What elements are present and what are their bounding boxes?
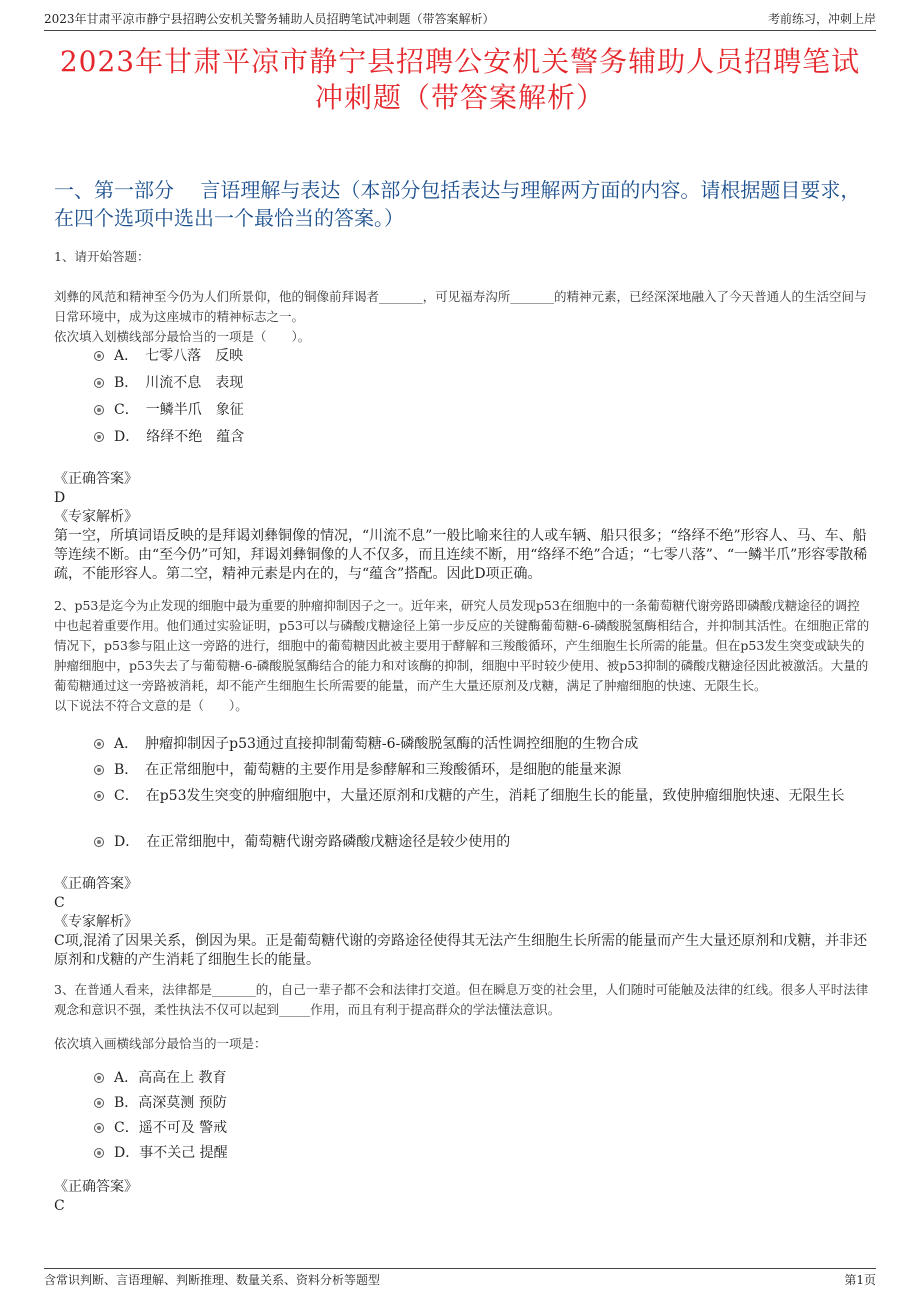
option-q2-d[interactable]: D． 在正常细胞中，葡萄糖代谢旁路磷酸戊糖途径是较少使用的 [90,832,880,858]
radio-icon[interactable] [94,837,104,847]
option-q2-a[interactable]: A． 肿瘤抑制因子p53通过直接抑制葡萄糖-6-磷酸脱氢酶的活性调控细胞的生物合成 [90,734,880,760]
question-2-answer-block [54,875,880,970]
title-line-1: 2023年甘肃平凉市静宁县招聘公安机关警务辅助人员招聘笔试 [59,45,861,78]
option-q3-b[interactable]: B．高深莫测 预防 [90,1093,880,1118]
header-slogan: 考前练习，冲刺上岸 [767,12,876,26]
answer-value: C [54,1198,65,1214]
radio-icon[interactable] [94,791,104,801]
section-heading: 一、第一部分 言语理解与表达（本部分包括表达与理解两方面的内容。请根据题目要求，在四个选项中选出一个最恰当的答案。） [54,178,861,230]
question-1-options [90,346,880,454]
footer-description: 含常识判断、言语理解、判断推理、数量关系、资料分析等题型 [44,1273,381,1287]
question-2-options [90,734,880,858]
analysis-text: C项,混淆了因果关系，倒因为果。正是葡萄糖代谢的旁路途径使得其无法产生细胞生长所需的能量而产生大量还原剂和戊糖，并非还原剂和戊糖的产生消耗了细胞生长的能量。 [54,933,868,968]
option-q1-c[interactable]: C． 一鳞半爪 象征 [90,400,880,427]
answer-value: C [54,895,65,911]
question-1-number: 1、请开始答题： [54,249,150,264]
question-3-stem: 3、在普通人看来，法律都是_______的，自己一辈子都不会和法律打交道。但在瞬息万变的社会里，人们随时可能触及法律的红线。很多人平时法律观念和意识不强，柔性执法不仅可以起到_____作用，而且有利于提高群众的学法懂法意识。 [54,982,869,1017]
question-3-answer-block [54,1178,880,1216]
title-line-2: 冲刺题（带答案解析） [314,81,605,114]
option-q1-d[interactable]: D． 络绎不绝 蕴含 [90,427,880,454]
option-q3-a[interactable]: A．高高在上 教育 [90,1068,880,1093]
analysis-label: 《专家解析》 [54,914,138,930]
question-1-answer-block [54,470,880,584]
page-footer [44,1268,876,1291]
radio-icon[interactable] [94,1098,104,1108]
page-header [44,8,876,31]
document-title [44,44,876,116]
radio-icon[interactable] [94,351,104,361]
option-q1-b[interactable]: B． 川流不息 表现 [90,373,880,400]
radio-icon[interactable] [94,1148,104,1158]
answer-label: 《正确答案》 [54,471,138,487]
answer-value: D [54,490,66,506]
radio-icon[interactable] [94,405,104,415]
question-1-prompt: 依次填入划横线部分最恰当的一项是（ ）。 [54,329,311,344]
analysis-text: 第一空，所填词语反映的是拜谒刘彝铜像的情况，“川流不息”一般比喻来往的人或车辆、船只很多；“络绎不绝”形容人、马、车、船等连续不断。由“至今仍”可知，拜谒刘彝铜像的人不仅多，而且连续不断，用“络绎不绝”合适；“七零八落”、“一鳞半爪”形容零散稀疏，不能形容人。第二空，精神元素是内在的，与“蕴含”搭配。因此D项正确。 [54,528,868,582]
page-number: 第1页 [844,1273,876,1287]
question-1-stem: 刘彝的风范和精神至今仍为人们所景仰，他的铜像前拜谒者_______，可见福寿沟所_______的精神元素，已经深深地融入了今天普通人的生活空间与日常环境中，成为这座城市的精神标志之一。 [54,289,867,324]
option-q2-c[interactable]: C． 在p53发生突变的肿瘤细胞中，大量还原剂和戊糖的产生，消耗了细胞生长的能量，致使肿瘤细胞快速、无限生长 [90,786,880,832]
option-q1-a[interactable]: A． 七零八落 反映 [90,346,880,373]
radio-icon[interactable] [94,1073,104,1083]
question-2-prompt: 以下说法不符合文意的是（ ）。 [54,698,248,713]
answer-label: 《正确答案》 [54,876,138,892]
question-3-prompt-wrap [54,1034,870,1054]
radio-icon[interactable] [94,432,104,442]
radio-icon[interactable] [94,739,104,749]
radio-icon[interactable] [94,378,104,388]
option-q3-d[interactable]: D．事不关己 提醒 [90,1143,880,1168]
analysis-label: 《专家解析》 [54,509,138,525]
question-2-stem: 2、p53是迄今为止发现的细胞中最为重要的肿瘤抑制因子之一。近年来，研究人员发现p53在细胞中的一条葡萄糖代谢旁路即磷酸戊糖途径的调控中也起着重要作用。他们通过实验证明，p53可以与磷酸戊糖途径上第一步反应的关键酶葡萄糖-6-磷酸脱氢酶相结合，并抑制其活性。在细胞正常的情况下，p53参与阻止这一旁路的进行，细胞中的葡萄糖因此被主要用于酵解和三羧酸循环，产生细胞生长所需的能量。但在p53发生突变或缺失的肿瘤细胞中，p53失去了与葡萄糖-6-磷酸脱氢酶结合的能力和对该酶的抑制，细胞中平时较少使用、被p53抑制的磷酸戊糖途径因此被激活。大量的葡萄糖通过这一旁路被消耗，却不能产生细胞生长所需要的能量，而产生大量还原剂及戊糖，满足了肿瘤细胞的快速、无限生长。 [54,598,870,693]
radio-icon[interactable] [94,1123,104,1133]
question-3-body [54,980,870,1020]
question-3-options [90,1068,880,1168]
question-1-intro [54,247,870,267]
header-doc-title: 2023年甘肃平凉市静宁县招聘公安机关警务辅助人员招聘笔试冲刺题（带答案解析） [44,12,495,26]
question-2-body [54,596,870,716]
option-q3-c[interactable]: C．遥不可及 警戒 [90,1118,880,1143]
radio-icon[interactable] [94,765,104,775]
question-1-body [54,287,870,347]
answer-label: 《正确答案》 [54,1179,138,1195]
option-q2-b[interactable]: B． 在正常细胞中，葡萄糖的主要作用是参酵解和三羧酸循环，是细胞的能量来源 [90,760,880,786]
question-3-prompt: 依次填入画横线部分最恰当的一项是： [54,1036,267,1051]
